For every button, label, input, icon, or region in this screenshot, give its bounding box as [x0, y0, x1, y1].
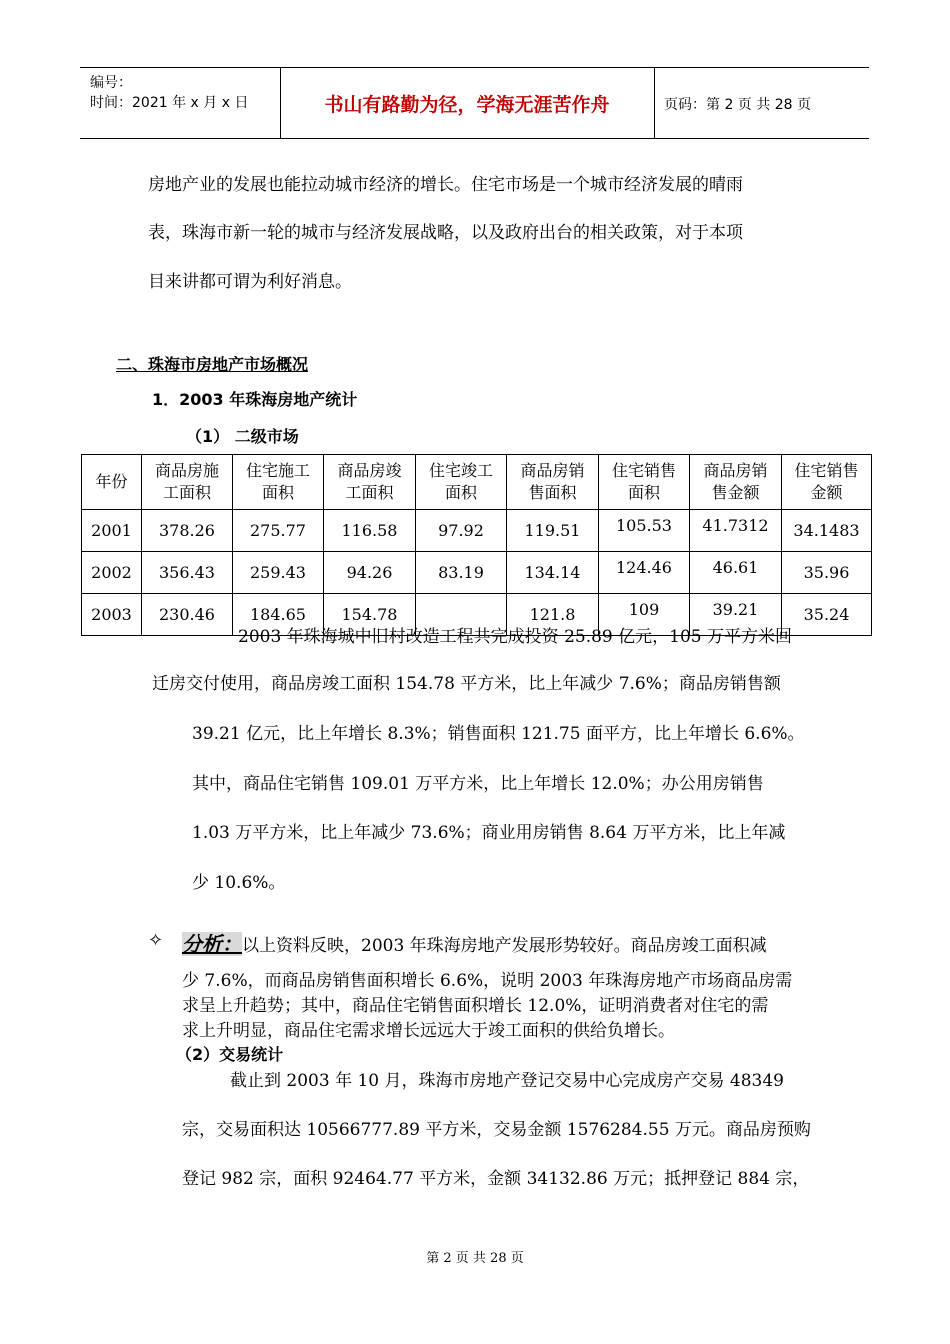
table-row	[82, 552, 872, 594]
analysis-line: 求呈上升趋势；其中，商品住宅销售面积增长 12.0%，证明消费者对住宅的需	[182, 996, 769, 1016]
table-cell: 356.43	[142, 552, 233, 594]
page-footer: 第 2 页 共 28 页	[426, 1251, 524, 1266]
column-header: 商品房施 工面积	[142, 455, 233, 510]
analysis-line: 少 7.6%，而商品房销售面积增长 6.6%，说明 2003 年珠海房地产市场商品房需	[182, 971, 793, 991]
table-cell: 39.21	[690, 594, 782, 636]
document-date-label: 时间：2021 年 x 月 x 日	[90, 95, 249, 111]
paragraph-line: 宗，交易面积达 10566777.89 平方米，交易金额 1576284.55 万元。商品房预购	[182, 1120, 811, 1140]
column-header: 商品房销 售金额	[690, 455, 782, 510]
table-cell: 119.51	[507, 510, 599, 552]
column-header: 住宅销售 金额	[782, 455, 872, 510]
table-cell: 2001	[82, 510, 142, 552]
trade-statistics-title: （2）交易统计	[176, 1045, 284, 1064]
table-cell: 105.53	[599, 510, 690, 552]
analysis-text: 以上资料反映，2003 年珠海房地产发展形势较好。商品房竣工面积减	[242, 936, 767, 956]
column-header: 住宅销售 面积	[599, 455, 690, 510]
table-cell: 2002	[82, 552, 142, 594]
table-cell: 154.78	[324, 594, 416, 636]
column-header: 住宅竣工 面积	[416, 455, 507, 510]
column-header: 住宅施工 面积	[233, 455, 324, 510]
table-row	[82, 510, 872, 552]
paragraph-line: 39.21 亿元，比上年增长 8.3%；销售面积 121.75 面平方，比上年增长 6.6%。	[192, 724, 805, 744]
intro-line: 房地产业的发展也能拉动城市经济的增长。住宅市场是一个城市经济发展的晴雨	[148, 175, 743, 195]
analysis-label: 分析：	[182, 932, 242, 956]
paragraph-line: 登记 982 宗，面积 92464.77 平方米，金额 34132.86 万元；抵押登记 884 宗，	[182, 1169, 810, 1189]
paragraph-line: 截止到 2003 年 10 月，珠海市房地产登记交易中心完成房产交易 48349	[230, 1071, 784, 1091]
table-cell: 116.58	[324, 510, 416, 552]
subsection-title: 1．2003 年珠海房地产统计	[152, 390, 358, 409]
column-header: 年份	[82, 455, 142, 510]
table-cell: 41.7312	[690, 510, 782, 552]
table-cell: 275.77	[233, 510, 324, 552]
column-header: 商品房竣 工面积	[324, 455, 416, 510]
paragraph-line: 其中，商品住宅销售 109.01 万平方米，比上年增长 12.0%；办公用房销售	[192, 774, 764, 794]
diamond-bullet-icon: ✧	[148, 930, 164, 951]
analysis-line: 求上升明显，商品住宅需求增长远远大于竣工面积的供给负增长。	[182, 1021, 675, 1041]
header-divider	[654, 68, 655, 138]
table-cell: 378.26	[142, 510, 233, 552]
table-cell: 35.96	[782, 552, 872, 594]
table-cell: 35.24	[782, 594, 872, 636]
table-cell: 184.65	[233, 594, 324, 636]
table-cell: 124.46	[599, 552, 690, 594]
intro-line: 目来讲都可谓为利好消息。	[148, 272, 352, 292]
secondary-market-table	[81, 454, 872, 636]
table-header-row	[82, 455, 872, 510]
paragraph-line: 少 10.6%。	[192, 873, 286, 893]
table-cell: 46.61	[690, 552, 782, 594]
paragraph-line: 迁房交付使用，商品房竣工面积 154.78 平方米，比上年减少 7.6%；商品房销售额	[152, 674, 781, 694]
section-title: 二、珠海市房地产市场概况	[116, 355, 309, 374]
table-cell: 94.26	[324, 552, 416, 594]
header-page-label: 页码：第 2 页 共 28 页	[664, 97, 811, 113]
analysis-first-line	[182, 928, 767, 957]
paragraph-line: 1.03 万平方米，比上年减少 73.6%；商业用房销售 8.64 万平方米，比上年减	[192, 823, 786, 843]
page-header	[80, 67, 869, 139]
paragraph-line: 2003 年珠海城中旧村改造工程共完成投资 25.89 亿元，105 万平方米回	[238, 627, 792, 647]
table-cell: 109	[599, 594, 690, 636]
table-cell: 259.43	[233, 552, 324, 594]
table-cell: 97.92	[416, 510, 507, 552]
table-cell: 2003	[82, 594, 142, 636]
table-cell: 230.46	[142, 594, 233, 636]
market-subtitle: （1） 二级市场	[186, 427, 299, 446]
table-cell: 121.8	[507, 594, 599, 636]
table-cell: 83.19	[416, 552, 507, 594]
column-header: 商品房销 售面积	[507, 455, 599, 510]
header-motto: 书山有路勤为径，学海无涯苦作舟	[324, 94, 610, 116]
document-number-label: 编号：	[90, 75, 132, 91]
intro-line: 表，珠海市新一轮的城市与经济发展战略，以及政府出台的相关政策，对于本项	[148, 223, 743, 243]
table-cell: 34.1483	[782, 510, 872, 552]
table-cell: 134.14	[507, 552, 599, 594]
